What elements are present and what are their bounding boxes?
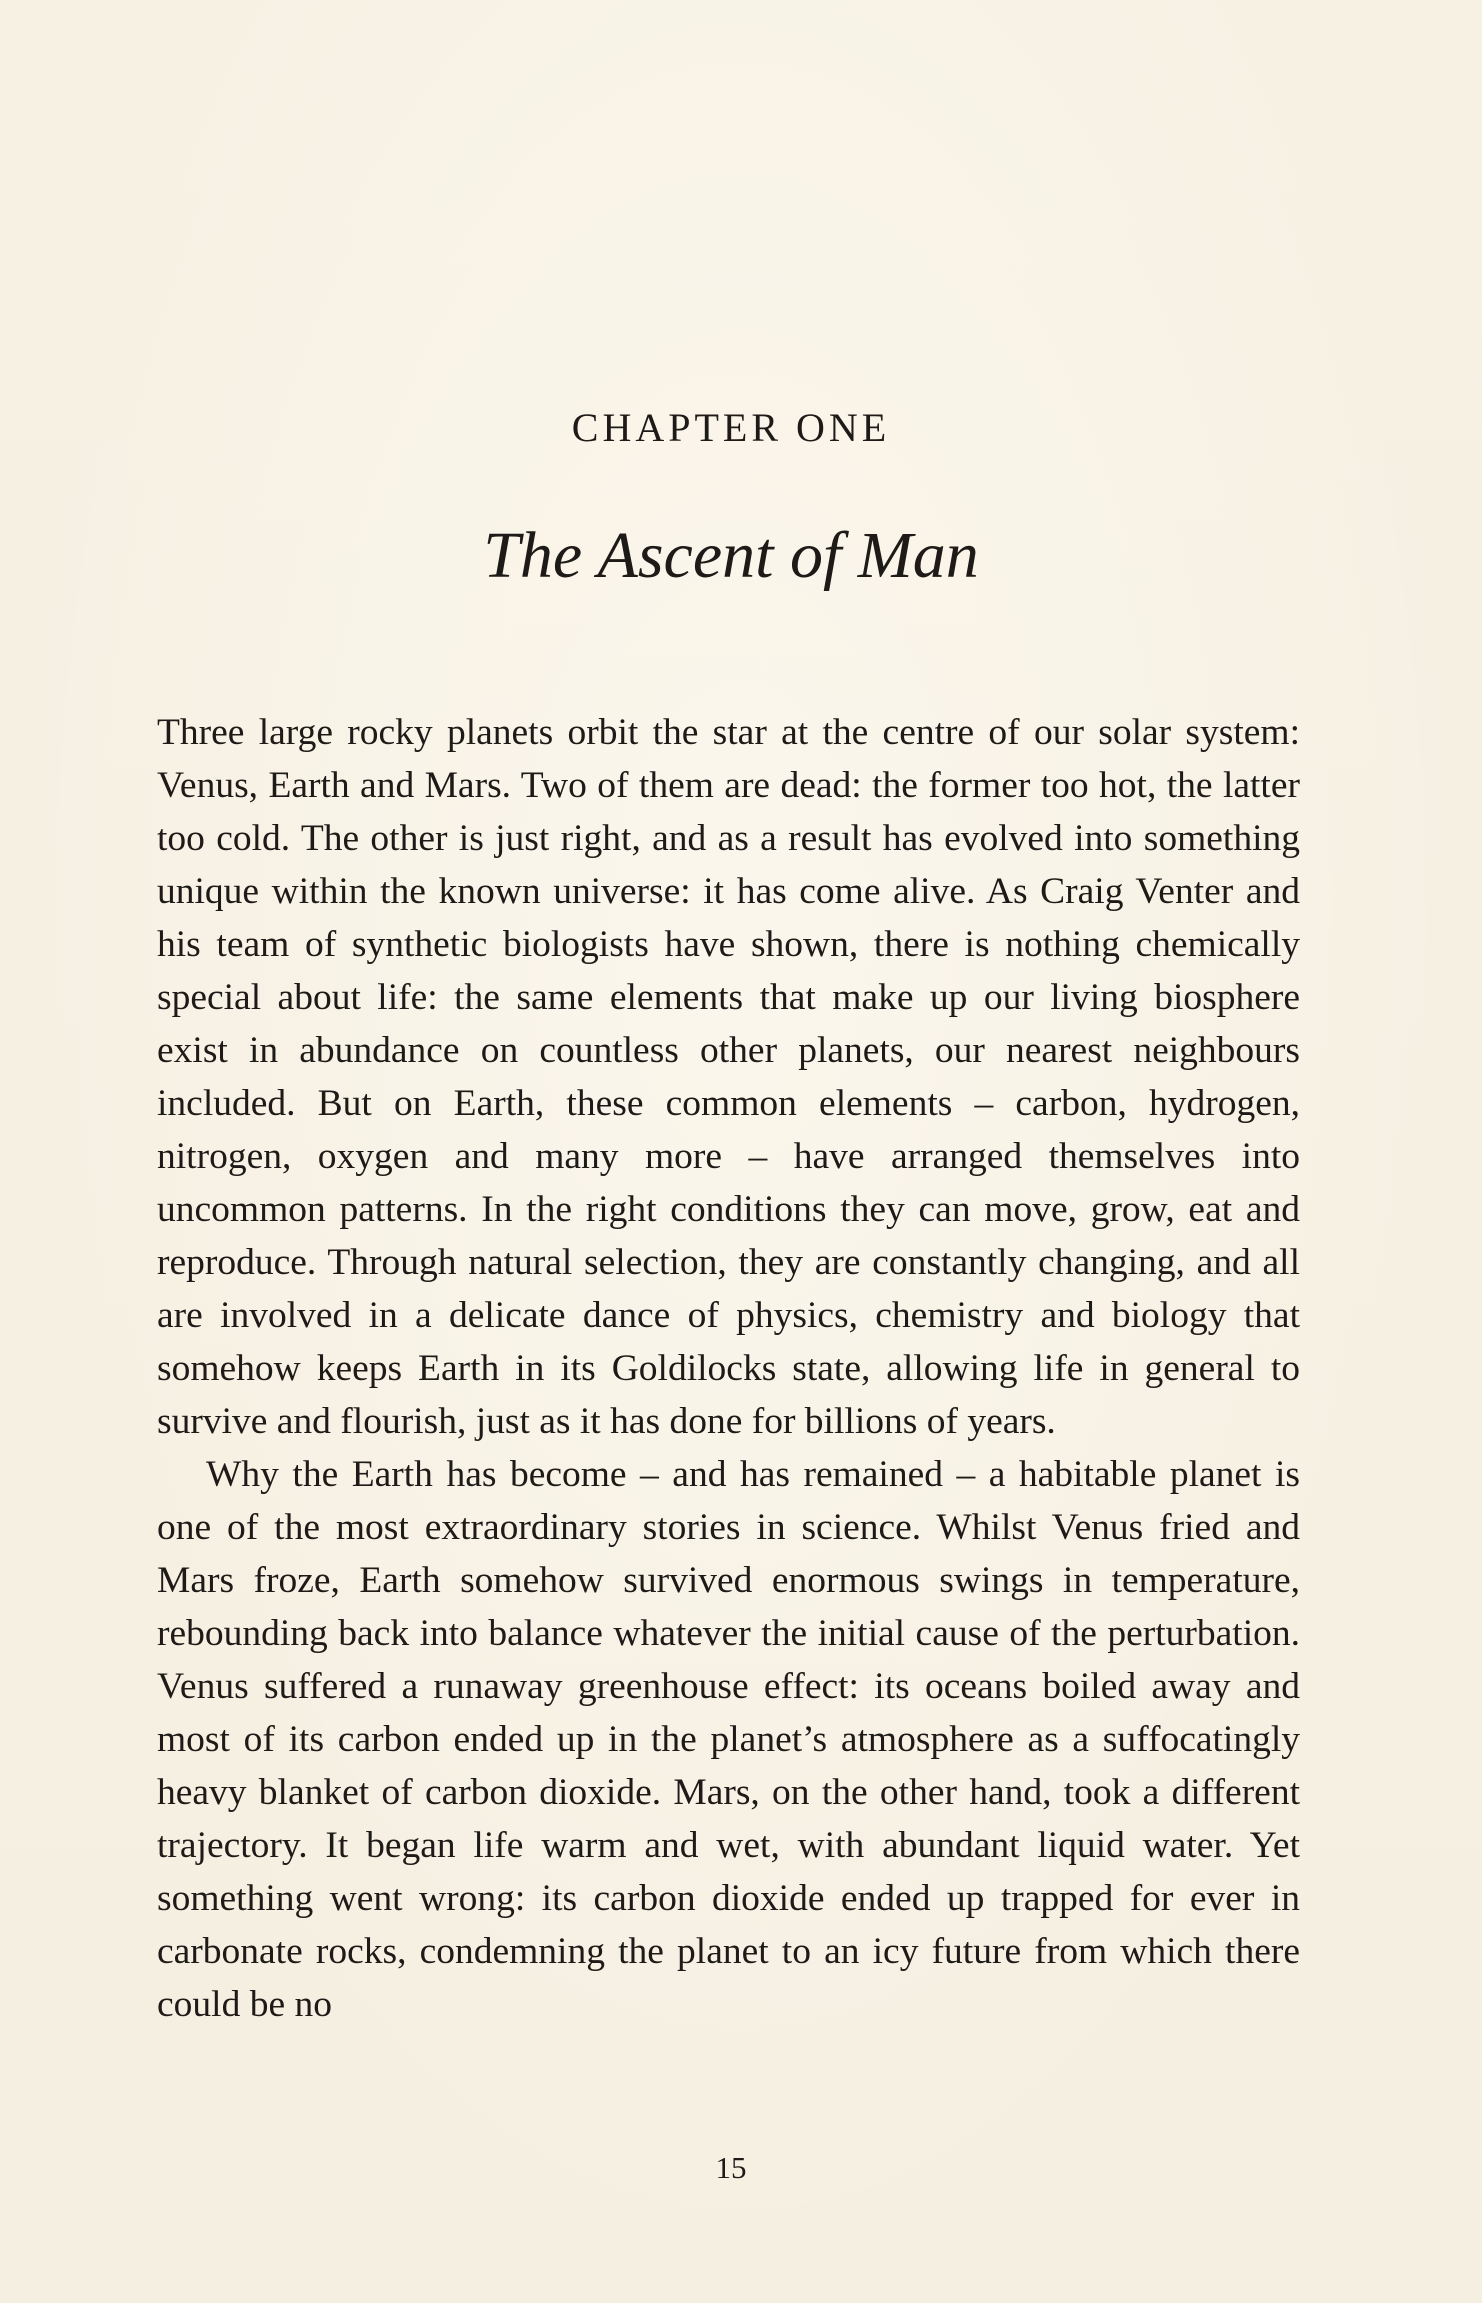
chapter-title: The Ascent of Man <box>483 519 979 592</box>
page-number: 15 <box>715 2150 747 2185</box>
paragraph: Why the Earth has become – and has remained – a habitable planet is one of the most extraordinary stories in science. Whilst Venus fried and Mars froze, Earth somehow survived enormous swings in temperature, rebounding back into balance whatever the initial cause of the perturbation. Venus suffered a runaway greenhouse effect: its oceans boiled away and most of its carbon ended up in the planet’s atmosphere as a suffocatingly heavy blanket of carbon dioxide. Mars, on the other hand, took a different trajectory. It began life warm and wet, with abundant liquid water. Yet something went wrong: its carbon dioxide ended up trapped for ever in carbonate rocks, condemning the planet to an icy future from which there could be no <box>157 1454 1300 2025</box>
paragraph: Three large rocky planets orbit the star at the centre of our solar system: Venus, Earth and Mars. Two of them are dead: the former too hot, the latter too cold. The other is just right, and as a result has evolved into something unique within the known universe: it has come alive. As Craig Venter and his team of synthetic biologists have shown, there is nothing chemically special about life: the same elements that make up our living biosphere exist in abundance on countless other planets, our nearest neighbours included. But on Earth, these common elements – carbon, hydrogen, nitrogen, oxygen and many more – have arranged themselves into uncommon patterns. In the right conditions they can move, grow, eat and reproduce. Through natural selection, they are constantly changing, and all are involved in a delicate dance of physics, chemistry and biology that somehow keeps Earth in its Goldilocks state, allowing life in general to survive and flourish, just as it has done for billions of years. <box>157 712 1300 1442</box>
body-text <box>157 706 1300 2031</box>
chapter-label: CHAPTER ONE <box>571 405 891 450</box>
